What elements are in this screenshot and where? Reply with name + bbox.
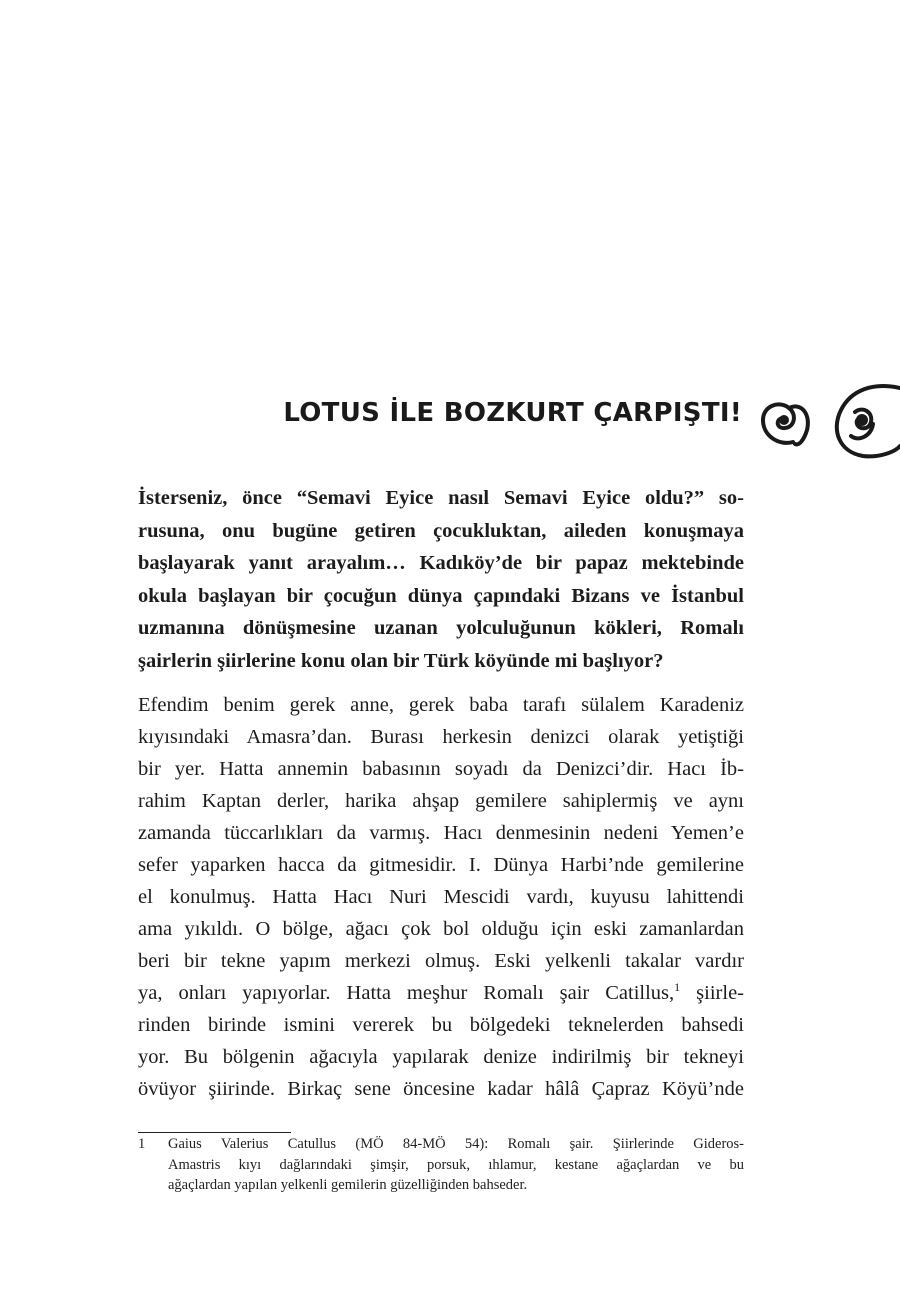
footnote-divider (138, 1132, 291, 1133)
body-line: rinden birinde ismini vererek bu bölgedeki teknelerden bahsedi (138, 1014, 744, 1036)
footnote-line: Amastris kıyı dağlarındaki şimşir, porsuk, ıhlamur, kestane ağaçlardan ve bu (168, 1156, 744, 1173)
body-line: beri bir tekne yapım merkezi olmuş. Eski yelkenli takalar vardır (138, 950, 744, 972)
intro-line: uzmanına dönüşmesine uzanan yolculuğunun kökleri, Romalı (138, 617, 744, 640)
footnote (138, 1134, 744, 1196)
body-line: övüyor şiirinde. Birkaç sene öncesine kadar hâlâ Çapraz Köyü’nde (138, 1078, 744, 1100)
body-line: sefer yaparken hacca da gitmesidir. I. Dünya Harbi’nde gemilerine (138, 854, 744, 876)
intro-line: şairlerin şiirlerine konu olan bir Türk köyünde mi başlıyor? (138, 649, 664, 672)
footnote-number: 1 (138, 1136, 146, 1152)
body-line: rahim Kaptan derler, harika ahşap gemilere sahiplermiş ve aynı (138, 790, 744, 812)
body-line: zamanda tüccarlıkları da varmış. Hacı denmesinin nedeni Yemen’e (138, 822, 744, 844)
chapter-title: LOTUS İLE BOZKURT ÇARPIŞTI! (283, 398, 742, 428)
body-line (138, 977, 744, 1009)
body-line: bir yer. Hatta annemin babasının soyadı da Denizci’dir. Hacı İb- (138, 758, 744, 780)
body-line: yor. Bu bölgenin ağacıyla yapılarak denize indirilmiş bir tekneyi (138, 1046, 744, 1068)
body-line: Efendim benim gerek anne, gerek baba tarafı sülalem Karadeniz (138, 694, 744, 716)
intro-line: rusuna, onu bugüne getiren çocukluktan, aileden konuşmaya (138, 519, 744, 542)
swirl-ornament-icon (755, 380, 900, 462)
footnote-line: ağaçlardan yapılan yelkenli gemilerin güzelliğinden bahseder. (168, 1177, 528, 1193)
footnote-line: Gaius Valerius Catullus (MÖ 84-MÖ 54): Romalı şair. Şiirlerinde Gideros- (168, 1136, 744, 1152)
body-line: kıyısındaki Amasra’dan. Burası herkesin denizci olarak yetiştiği (138, 726, 744, 748)
answer-paragraph (138, 689, 744, 1105)
intro-line: başlayarak yanıt arayalım… Kadıköy’de bir papaz mektebinde (138, 552, 744, 575)
body-line-text: ya, onları yapıyorlar. Hatta meşhur Romalı şair Catillus, (138, 982, 675, 1004)
footnote-marker[interactable]: 1 (674, 980, 681, 995)
footnote-text (168, 1134, 744, 1196)
body-line-text: şiirle- (680, 982, 744, 1004)
intro-line: İsterseniz, önce “Semavi Eyice nasıl Semavi Eyice oldu?” so- (138, 487, 744, 509)
body-line: el konulmuş. Hatta Hacı Nuri Mescidi vardı, kuyusu lahittendi (138, 886, 744, 908)
body-line: ama yıkıldı. O bölge, ağacı çok bol olduğu için eski zamanlardan (138, 918, 744, 940)
intro-line: okula başlayan bir çocuğun dünya çapındaki Bizans ve İstanbul (138, 584, 744, 607)
intro-question (138, 482, 744, 678)
